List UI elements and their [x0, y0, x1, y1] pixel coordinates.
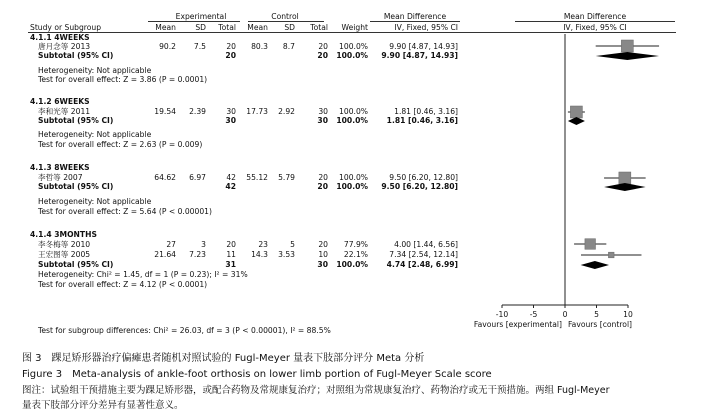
study-e-sd: 2.39	[189, 107, 206, 116]
x-tick-label: 5	[594, 310, 599, 319]
heterogeneity-text: Heterogeneity: Not applicable	[38, 197, 152, 206]
study-name: 王宏图等 2005	[38, 250, 91, 259]
overall-effect-text: Test for overall effect: Z = 5.64 (P < 0.00001)	[38, 207, 212, 216]
subtotal-c-total: 20	[317, 182, 328, 191]
subgroup-differences-text: Test for subgroup differences: Chi² = 26.03, df = 3 (P < 0.00001), I² = 88.5%	[38, 326, 331, 335]
study-c-total: 20	[318, 240, 328, 249]
subtotal-diamond	[596, 52, 659, 60]
subtotal-c-total: 30	[317, 116, 328, 125]
subtotal-diamond	[581, 261, 609, 269]
study-e-mean: 21.64	[154, 250, 176, 259]
caption-note-line2: 量表下肢部分评分差异有显著性意义。	[22, 400, 184, 411]
subtotal-e-total: 20	[225, 51, 236, 60]
subtotal-weight: 100.0%	[336, 260, 368, 269]
heterogeneity-text: Heterogeneity: Not applicable	[38, 130, 152, 139]
study-weight: 100.0%	[339, 107, 368, 116]
subtotal-c-total: 30	[317, 260, 328, 269]
study-marker	[570, 106, 582, 118]
study-c-mean: 55.12	[246, 173, 268, 182]
heterogeneity-text: Heterogeneity: Not applicable	[38, 66, 152, 75]
subtotal-weight: 100.0%	[336, 182, 368, 191]
subtotal-ci: 9.50 [6.20, 12.80]	[381, 182, 458, 191]
x-tick-label: -10	[495, 310, 509, 319]
header-weight: Weight	[341, 23, 368, 32]
x-tick-label: 0	[562, 310, 568, 319]
study-weight: 100.0%	[339, 42, 368, 51]
subtotal-label: Subtotal (95% CI)	[38, 116, 114, 125]
header-md-left: Mean Difference	[383, 12, 447, 21]
subtotal-e-total: 31	[225, 260, 236, 269]
study-ci: 4.00 [1.44, 6.56]	[394, 240, 458, 249]
header-e-total: Total	[218, 23, 236, 32]
study-e-sd: 7.5	[193, 42, 206, 51]
favours-left-label: Favours [experimental]	[473, 320, 562, 329]
subtotal-ci: 4.74 [2.48, 6.99]	[386, 260, 458, 269]
study-c-mean: 14.3	[251, 250, 268, 259]
favours-right-label: Favours [control]	[568, 320, 633, 329]
header-e-sd: SD	[195, 23, 206, 32]
overall-effect-text: Test for overall effect: Z = 3.86 (P = 0.0001)	[38, 75, 208, 84]
header-c-sd: SD	[284, 23, 295, 32]
overall-effect-text: Test for overall effect: Z = 4.12 (P < 0.0001)	[38, 280, 208, 289]
subtotal-e-total: 42	[225, 182, 236, 191]
caption-note-line1: 图注：试验组干预措施主要为踝足矫形器，或配合药物及常规康复治疗；对照组为常规康复治疗、药物治疗或无干预措施。两组 Fugl-Meyer	[22, 385, 610, 396]
header-control: Control	[271, 12, 299, 21]
study-ci: 9.50 [6.20, 12.80]	[389, 173, 458, 182]
study-c-mean: 17.73	[246, 107, 268, 116]
study-c-sd: 3.53	[278, 250, 295, 259]
study-e-total: 11	[226, 250, 236, 259]
study-c-mean: 80.3	[251, 42, 268, 51]
study-marker	[585, 239, 596, 250]
study-c-sd: 8.7	[282, 42, 295, 51]
group-title: 4.1.1 4WEEKS	[30, 33, 90, 42]
study-weight: 22.1%	[343, 250, 368, 259]
study-c-sd: 5	[290, 240, 295, 249]
subtotal-ci: 1.81 [0.46, 3.16]	[386, 116, 458, 125]
subtotal-label: Subtotal (95% CI)	[38, 182, 114, 191]
study-c-total: 20	[318, 42, 328, 51]
header-c-mean: Mean	[247, 23, 268, 32]
study-weight: 77.9%	[343, 240, 368, 249]
subtotal-e-total: 30	[225, 116, 236, 125]
group-title: 4.1.4 3MONTHS	[30, 230, 97, 239]
study-c-total: 20	[318, 173, 328, 182]
subtotal-ci: 9.90 [4.87, 14.93]	[381, 51, 458, 60]
study-name: 唐月念等 2013	[38, 42, 91, 51]
study-e-mean: 64.62	[154, 173, 176, 182]
subtotal-diamond	[604, 183, 646, 191]
subtotal-label: Subtotal (95% CI)	[38, 260, 114, 269]
group-title: 4.1.3 8WEEKS	[30, 163, 90, 172]
header-md-right: Mean Difference	[563, 12, 627, 21]
study-e-total: 30	[226, 107, 236, 116]
study-c-total: 10	[318, 250, 328, 259]
study-c-sd: 2.92	[278, 107, 295, 116]
caption-en: Figure 3 Meta-analysis of ankle-foot orthosis on lower limb portion of Fugl-Meyer Scale score	[22, 369, 492, 380]
header-ci-left: IV, Fixed, 95% CI	[394, 23, 458, 32]
study-name: 李哲等 2007	[38, 173, 83, 182]
study-c-total: 30	[318, 107, 328, 116]
subtotal-c-total: 20	[317, 51, 328, 60]
study-c-mean: 23	[258, 240, 268, 249]
study-e-mean: 27	[166, 240, 176, 249]
study-name: 李和光等 2011	[38, 107, 91, 116]
study-e-sd: 7.23	[189, 250, 206, 259]
header-ci-right: IV, Fixed, 95% CI	[563, 23, 627, 32]
subtotal-weight: 100.0%	[336, 51, 368, 60]
header-e-mean: Mean	[155, 23, 176, 32]
group-title: 4.1.2 6WEEKS	[30, 97, 90, 106]
heterogeneity-text: Heterogeneity: Chi² = 1.45, df = 1 (P = 0.23); I² = 31%	[38, 270, 248, 279]
study-e-mean: 90.2	[159, 42, 176, 51]
subtotal-weight: 100.0%	[336, 116, 368, 125]
study-e-total: 20	[226, 240, 236, 249]
study-e-sd: 6.97	[189, 173, 206, 182]
study-marker	[608, 252, 614, 258]
study-marker	[619, 172, 631, 184]
study-ci: 1.81 [0.46, 3.16]	[394, 107, 458, 116]
study-ci: 7.34 [2.54, 12.14]	[389, 250, 458, 259]
study-e-total: 20	[226, 42, 236, 51]
study-marker	[621, 40, 633, 52]
header-experimental: Experimental	[175, 12, 227, 21]
subtotal-label: Subtotal (95% CI)	[38, 51, 114, 60]
study-e-sd: 3	[201, 240, 206, 249]
x-tick-label: 10	[623, 310, 633, 319]
study-e-total: 42	[226, 173, 236, 182]
x-tick-label: -5	[529, 310, 538, 319]
study-e-mean: 19.54	[154, 107, 176, 116]
study-ci: 9.90 [4.87, 14.93]	[389, 42, 458, 51]
study-name: 李冬梅等 2010	[38, 240, 91, 249]
caption-cn: 图 3 踝足矫形器治疗偏瘫患者随机对照试验的 Fugl-Meyer 量表下肢部分评分 Meta 分析	[22, 353, 425, 364]
header-study: Study or Subgroup	[30, 23, 102, 32]
overall-effect-text: Test for overall effect: Z = 2.63 (P = 0.009)	[38, 140, 203, 149]
header-c-total: Total	[310, 23, 328, 32]
study-c-sd: 5.79	[278, 173, 295, 182]
study-weight: 100.0%	[339, 173, 368, 182]
